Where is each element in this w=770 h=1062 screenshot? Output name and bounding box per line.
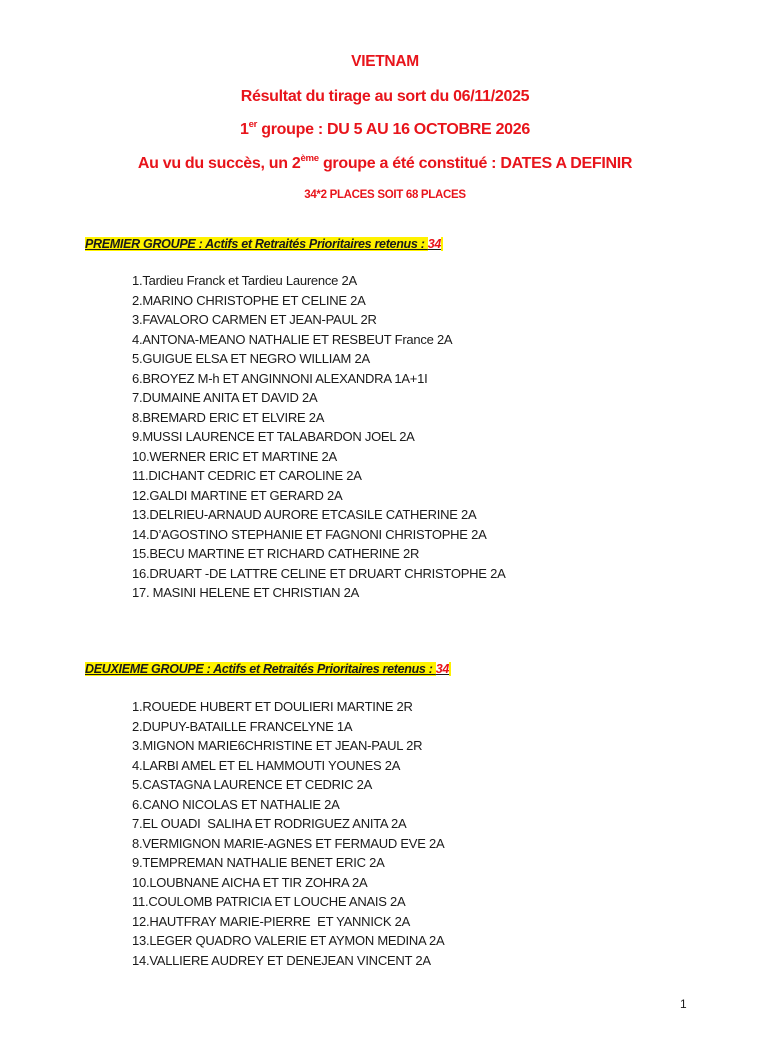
places-line: 34*2 PLACES SOIT 68 PLACES bbox=[304, 189, 466, 201]
draw-result-line: Résultat du tirage au sort du 06/11/2025 bbox=[240, 88, 530, 105]
group1-heading-text: PREMIER GROUPE : Actifs et Retraités Prioritaires retenus : bbox=[85, 237, 428, 251]
group1-heading bbox=[85, 237, 443, 251]
page-number: 1 bbox=[680, 997, 687, 1011]
list-item: 6.CANO NICOLAS ET NATHALIE 2A bbox=[132, 796, 340, 812]
group1-dates-line bbox=[0, 121, 770, 139]
group1-list bbox=[132, 271, 506, 603]
list-item: 1.Tardieu Franck et Tardieu Laurence 2A bbox=[132, 273, 357, 288]
group2-list bbox=[132, 697, 444, 970]
list-item: 5.CASTAGNA LAURENCE ET CEDRIC 2A bbox=[132, 777, 373, 792]
list-item: 11.COULOMB PATRICIA ET LOUCHE ANAIS 2A bbox=[132, 894, 406, 909]
list-item: 2.MARINO CHRISTOPHE ET CELINE 2A bbox=[132, 292, 366, 308]
list-item: 13.LEGER QUADRO VALERIE ET AYMON MEDINA 2A bbox=[132, 933, 445, 948]
group2-rest: groupe a été constitué : DATES A DEFINIR bbox=[318, 155, 633, 172]
list-item: 10.LOUBNANE AICHA ET TIR ZOHRA 2A bbox=[132, 874, 368, 890]
group2-count: 34 bbox=[435, 662, 450, 676]
list-item: 11.DICHANT CEDRIC ET CAROLINE 2A bbox=[132, 468, 362, 483]
list-item: 15.BECU MARTINE ET RICHARD CATHERINE 2R bbox=[132, 546, 420, 561]
group2-dates-line bbox=[0, 155, 770, 173]
group2-prefix: Au vu du succès, un 2 bbox=[137, 155, 301, 172]
document-title: VIETNAM bbox=[351, 53, 419, 70]
list-item: 4.ANTONA-MEANO NATHALIE ET RESBEUT France 2A bbox=[132, 331, 453, 347]
list-item: 5.GUIGUE ELSA ET NEGRO WILLIAM 2A bbox=[132, 351, 370, 366]
list-item: 8.BREMARD ERIC ET ELVIRE 2A bbox=[132, 409, 325, 425]
list-item: 14.D’AGOSTINO STEPHANIE ET FAGNONI CHRISTOPHE 2A bbox=[132, 526, 487, 542]
list-item: 13.DELRIEU-ARNAUD AURORE ETCASILE CATHERINE 2A bbox=[132, 507, 477, 522]
list-item: 7.DUMAINE ANITA ET DAVID 2A bbox=[132, 390, 318, 405]
group1-sup: er bbox=[248, 119, 258, 130]
list-item: 10.WERNER ERIC ET MARTINE 2A bbox=[132, 448, 337, 464]
group2-heading-text: DEUXIEME GROUPE : Actifs et Retraités Prioritaires retenus : bbox=[85, 662, 436, 676]
list-item: 4.LARBI AMEL ET EL HAMMOUTI YOUNES 2A bbox=[132, 757, 401, 773]
list-item: 7.EL OUADI SALIHA ET RODRIGUEZ ANITA 2A bbox=[132, 816, 407, 831]
list-item: 9.MUSSI LAURENCE ET TALABARDON JOEL 2A bbox=[132, 429, 415, 444]
list-item: 1.ROUEDE HUBERT ET DOULIERI MARTINE 2R bbox=[132, 699, 413, 714]
group2-sup: ème bbox=[300, 153, 319, 164]
group2-heading bbox=[85, 662, 451, 676]
list-item: 17. MASINI HELENE ET CHRISTIAN 2A bbox=[132, 585, 360, 600]
list-item: 3.FAVALORO CARMEN ET JEAN-PAUL 2R bbox=[132, 312, 377, 327]
list-item: 3.MIGNON MARIE6CHRISTINE ET JEAN-PAUL 2R bbox=[132, 738, 423, 753]
group1-count: 34 bbox=[427, 237, 442, 251]
list-item: 9.TEMPREMAN NATHALIE BENET ERIC 2A bbox=[132, 855, 385, 870]
list-item: 12.HAUTFRAY MARIE-PIERRE ET YANNICK 2A bbox=[132, 913, 411, 929]
list-item: 8.VERMIGNON MARIE-AGNES ET FERMAUD EVE 2A bbox=[132, 835, 445, 851]
list-item: 6.BROYEZ M-h ET ANGINNONI ALEXANDRA 1A+1I bbox=[132, 370, 428, 386]
group1-prefix: 1 bbox=[240, 121, 249, 138]
list-item: 12.GALDI MARTINE ET GERARD 2A bbox=[132, 487, 343, 503]
group1-rest: groupe : DU 5 AU 16 OCTOBRE 2026 bbox=[257, 121, 530, 138]
list-item: 16.DRUART -DE LATTRE CELINE ET DRUART CHRISTOPHE 2A bbox=[132, 565, 506, 581]
list-item: 14.VALLIERE AUDREY ET DENEJEAN VINCENT 2A bbox=[132, 952, 431, 968]
list-item: 2.DUPUY-BATAILLE FRANCELYNE 1A bbox=[132, 718, 353, 734]
